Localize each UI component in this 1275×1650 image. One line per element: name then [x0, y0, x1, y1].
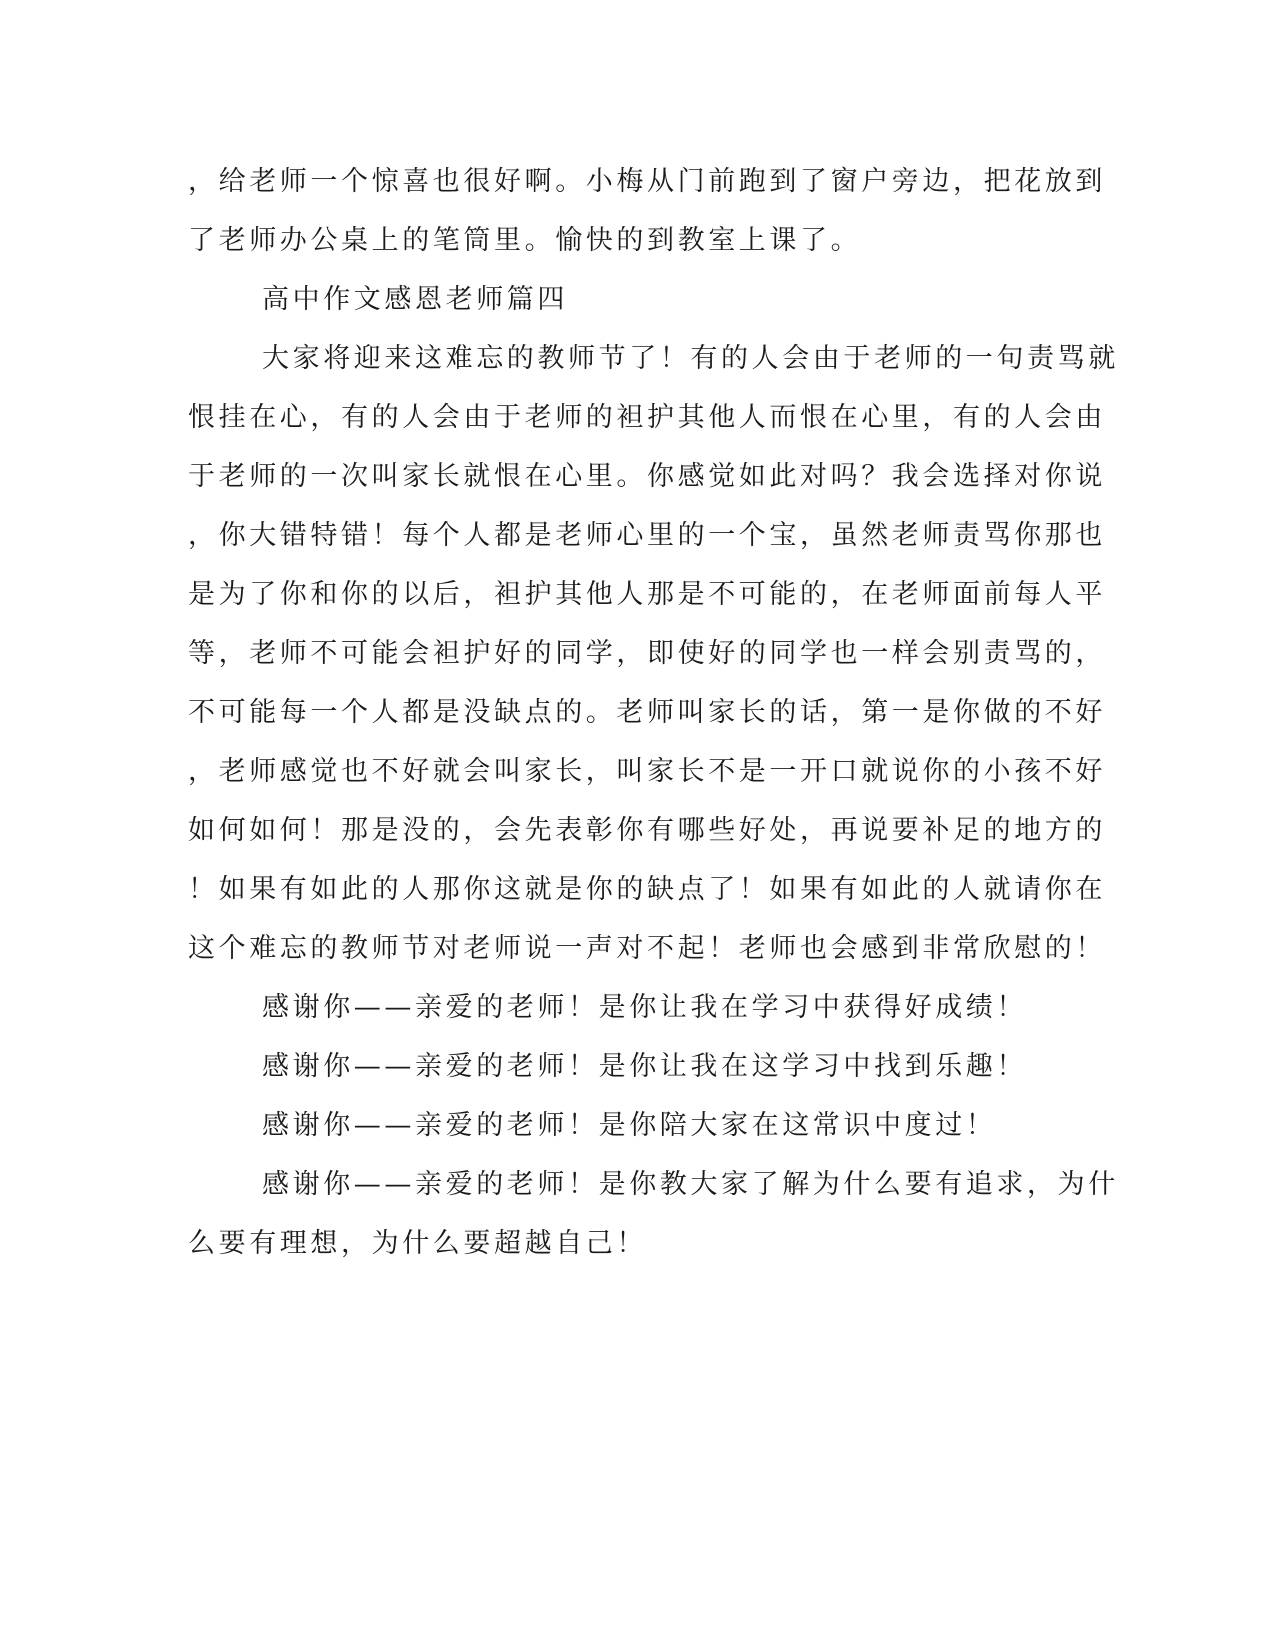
- text-line: ，你大错特错！每个人都是老师心里的一个宝，虽然老师责骂你那也: [188, 520, 1106, 551]
- text-line: 等，老师不可能会袒护好的同学，即使好的同学也一样会别责骂的，: [188, 638, 1106, 669]
- text-line: ，给老师一个惊喜也很好啊。小梅从门前跑到了窗户旁边，把花放到: [188, 166, 1106, 197]
- text-line: 感谢你——亲爱的老师！是你让我在学习中获得好成绩！: [262, 992, 1027, 1023]
- text-line: 恨挂在心，有的人会由于老师的袒护其他人而恨在心里，有的人会由: [188, 402, 1106, 433]
- text-line: 如何如何！那是没的，会先表彰你有哪些好处，再说要补足的地方的: [188, 815, 1106, 846]
- text-line: 是为了你和你的以后，袒护其他人那是不可能的，在老师面前每人平: [188, 579, 1106, 610]
- text-line: 么要有理想，为什么要超越自己！: [188, 1228, 647, 1259]
- text-line: 感谢你——亲爱的老师！是你让我在这学习中找到乐趣！: [262, 1051, 1027, 1082]
- text-line: 大家将迎来这难忘的教师节了！有的人会由于老师的一句责骂就: [262, 343, 1119, 374]
- text-line: 这个难忘的教师节对老师说一声对不起！老师也会感到非常欣慰的！: [188, 933, 1106, 964]
- text-line: 于老师的一次叫家长就恨在心里。你感觉如此对吗？我会选择对你说: [188, 461, 1106, 492]
- text-line: 感谢你——亲爱的老师！是你陪大家在这常识中度过！: [262, 1110, 997, 1141]
- text-line: 感谢你——亲爱的老师！是你教大家了解为什么要有追求，为什: [262, 1169, 1119, 1200]
- section-heading: 高中作文感恩老师篇四: [262, 284, 568, 315]
- text-line: ！如果有如此的人那你这就是你的缺点了！如果有如此的人就请你在: [188, 874, 1106, 905]
- text-line: 不可能每一个人都是没缺点的。老师叫家长的话，第一是你做的不好: [188, 697, 1106, 728]
- text-line: 了老师办公桌上的笔筒里。愉快的到教室上课了。: [188, 225, 862, 256]
- text-line: ，老师感觉也不好就会叫家长，叫家长不是一开口就说你的小孩不好: [188, 756, 1106, 787]
